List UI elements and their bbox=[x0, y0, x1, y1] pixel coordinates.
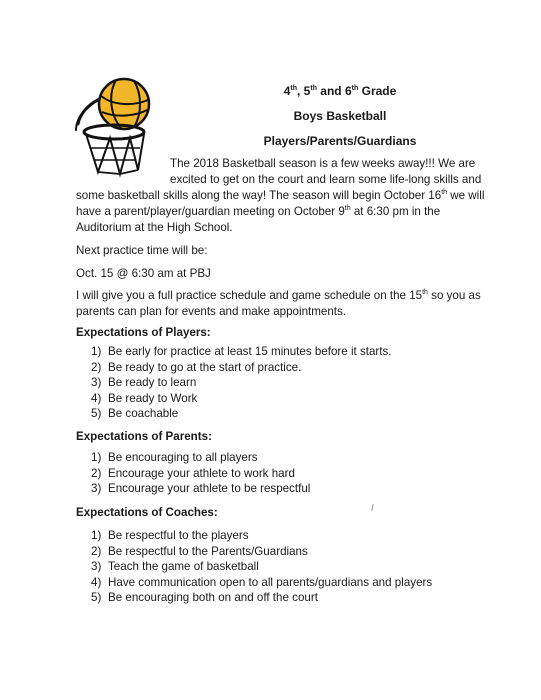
players-list bbox=[91, 344, 392, 422]
audience-heading: Players/Parents/Guardians bbox=[263, 134, 417, 148]
item-text: Teach the game of basketball bbox=[108, 560, 259, 573]
grade-separator: , bbox=[297, 84, 304, 98]
parents-heading: Expectations of Parents: bbox=[76, 430, 212, 443]
item-number: 3) bbox=[91, 376, 102, 389]
item-number: 2) bbox=[91, 466, 102, 480]
list-item bbox=[91, 481, 310, 497]
intro-line: Auditorium at the High School. bbox=[76, 221, 233, 234]
players-heading: Expectations of Players: bbox=[76, 326, 211, 339]
item-text: Encourage your athlete to work hard bbox=[108, 466, 295, 480]
list-item bbox=[91, 344, 392, 360]
intro-line bbox=[76, 204, 440, 220]
item-number: 3) bbox=[91, 482, 102, 495]
practice-time: Oct. 15 @ 6:30 am at PBJ bbox=[76, 267, 211, 280]
coaches-heading: Expectations of Coaches: bbox=[76, 506, 218, 519]
item-number: 1) bbox=[91, 451, 102, 464]
grade-text: Grade bbox=[358, 84, 397, 98]
intro-text: have a parent/player/guardian meeting on October 9 bbox=[76, 205, 345, 218]
list-item bbox=[91, 391, 392, 407]
item-text: Be coachable bbox=[108, 407, 179, 420]
item-text: Be ready to go at the start of practice. bbox=[108, 360, 302, 374]
scan-speck bbox=[371, 504, 373, 511]
grade-suffix: th bbox=[290, 85, 297, 92]
item-text: Encourage your athlete to be respectful bbox=[108, 482, 311, 495]
item-text: Be ready to learn bbox=[108, 376, 197, 389]
list-item bbox=[91, 450, 310, 466]
list-item bbox=[91, 466, 310, 482]
item-number: 2) bbox=[91, 544, 102, 558]
practice-label: Next practice time will be: bbox=[76, 244, 208, 257]
intro-text: some basketball skills along the way! The season will begin October 16 bbox=[76, 189, 442, 202]
intro-line: The 2018 Basketball season is a few weeks away!!! We are bbox=[170, 157, 476, 170]
item-text: Be ready to Work bbox=[108, 391, 198, 405]
list-item bbox=[91, 528, 432, 544]
list-item bbox=[91, 575, 432, 591]
list-item bbox=[91, 406, 392, 422]
grade-suffix: th bbox=[351, 85, 359, 92]
page-title bbox=[170, 84, 510, 98]
item-text: Be early for practice at least 15 minutes before it starts. bbox=[108, 345, 392, 358]
list-item bbox=[91, 360, 392, 376]
schedule-text: so you as bbox=[427, 289, 481, 302]
item-number: 4) bbox=[91, 575, 102, 589]
grade-text: 6 bbox=[344, 84, 352, 98]
ordinal-suffix: th bbox=[422, 289, 428, 297]
list-item bbox=[91, 544, 432, 560]
item-number: 3) bbox=[91, 560, 102, 573]
grade-text: 4 bbox=[283, 84, 291, 98]
item-number: 5) bbox=[91, 407, 102, 420]
grade-separator: and bbox=[316, 84, 345, 98]
intro-line bbox=[76, 188, 484, 204]
item-number: 1) bbox=[91, 529, 102, 542]
item-number: 2) bbox=[91, 360, 102, 374]
item-text: Be encouraging both on and off the court bbox=[108, 591, 318, 604]
item-number: 1) bbox=[91, 345, 102, 358]
item-number: 5) bbox=[91, 591, 102, 604]
item-number: 4) bbox=[91, 391, 102, 405]
list-item bbox=[91, 590, 432, 606]
list-item bbox=[91, 559, 432, 575]
schedule-line: parents can plan for events and make appointments. bbox=[76, 305, 347, 318]
item-text: Be respectful to the Parents/Guardians bbox=[108, 544, 308, 558]
page-subtitle: Boys Basketball bbox=[293, 109, 387, 123]
item-text: Have communication open to all parents/guardians and players bbox=[108, 575, 433, 589]
intro-text: we will bbox=[447, 189, 485, 202]
grade-text: 5 bbox=[303, 84, 311, 98]
basketball-hoop-icon bbox=[72, 74, 164, 182]
item-text: Be respectful to the players bbox=[108, 529, 249, 542]
intro-line: excited to get on the court and learn some life-long skills and bbox=[170, 173, 482, 186]
intro-text: at 6:30 pm in the bbox=[350, 205, 441, 218]
grade-suffix: th bbox=[310, 85, 317, 92]
item-text: Be encouraging to all players bbox=[108, 451, 258, 464]
ordinal-suffix: th bbox=[441, 189, 448, 197]
coaches-list bbox=[91, 528, 432, 606]
schedule-text: I will give you a full practice schedule and game schedule on the 15 bbox=[76, 289, 423, 302]
schedule-line bbox=[76, 288, 481, 304]
ordinal-suffix: th bbox=[344, 205, 351, 213]
list-item bbox=[91, 375, 392, 391]
parents-list bbox=[91, 450, 310, 497]
